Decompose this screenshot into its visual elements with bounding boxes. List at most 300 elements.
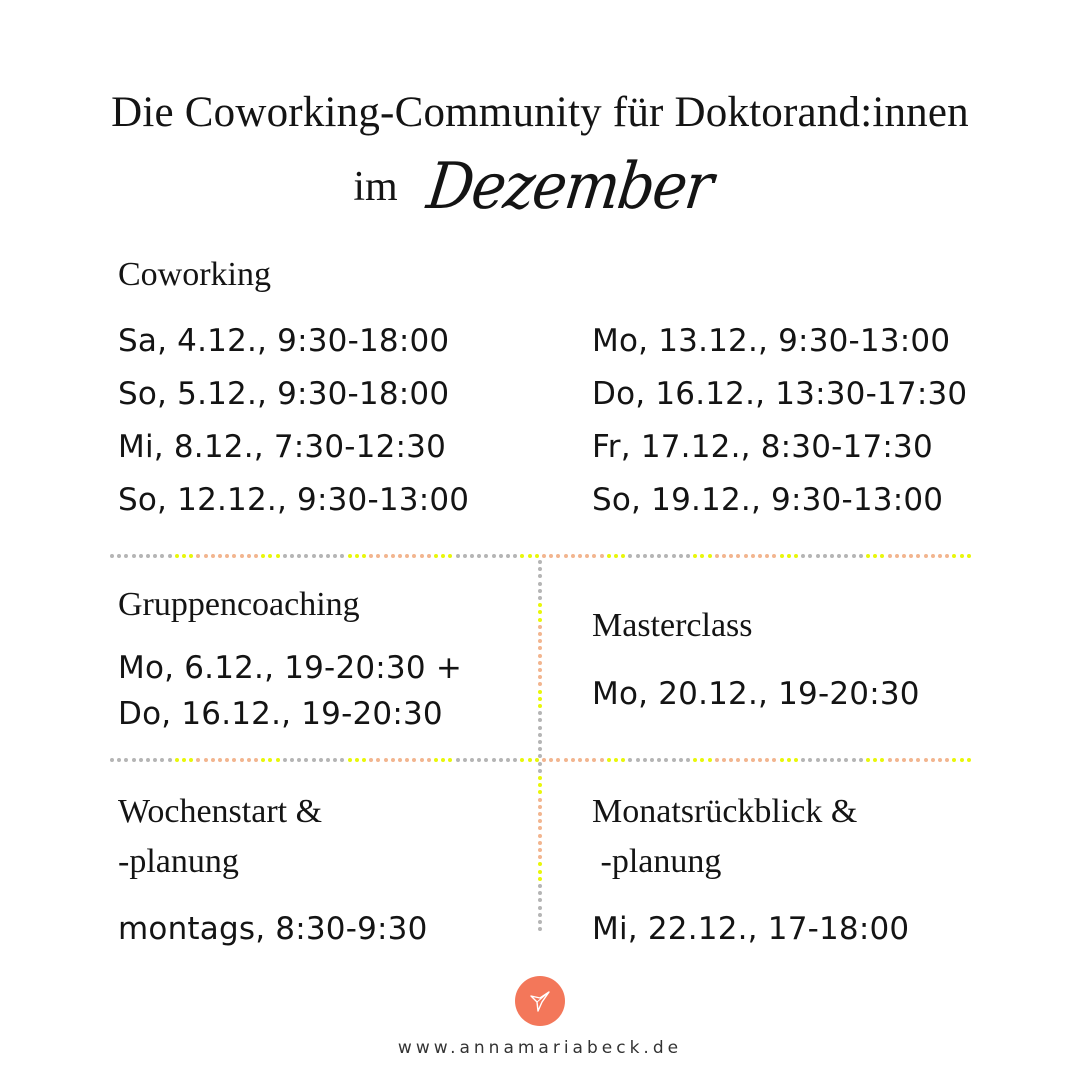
divider-dot [538,783,542,787]
divider-dot [564,554,568,558]
divider-dot [506,554,510,558]
divider-dot [441,758,445,762]
divider-dot [538,560,542,564]
coworking-entry: Mi, 8.12., 7:30-12:30 [118,429,446,465]
divider-dot [538,913,542,917]
divider-dot [520,554,524,558]
divider-dot [808,758,812,762]
divider-dot [643,554,647,558]
divider-dot [787,758,791,762]
divider-dot [427,554,431,558]
divider-dot [261,554,265,558]
divider-dot [225,758,229,762]
divider-dot [816,758,820,762]
bird-logo-glyph [525,986,555,1016]
divider-dot [729,554,733,558]
divider-dot [960,554,964,558]
divider-dot [225,554,229,558]
divider-dot [538,625,542,629]
divider-dot [715,758,719,762]
divider-dot [538,790,542,794]
divider-dot [434,758,438,762]
divider-dot [146,758,150,762]
divider-dot [538,675,542,679]
coworking-entry: Fr, 17.12., 8:30-17:30 [592,429,933,465]
divider-dot [362,554,366,558]
divider-dot [859,758,863,762]
divider-dot [967,554,971,558]
divider-dot [924,554,928,558]
divider-dot [902,758,906,762]
divider-dot [326,554,330,558]
divider-dot [456,758,460,762]
divider-dot [538,920,542,924]
divider-dot [369,758,373,762]
divider-dot [391,758,395,762]
divider-dot [535,554,539,558]
divider-dot [319,554,323,558]
divider-dot [916,554,920,558]
divider-dot [247,758,251,762]
divider-dot [276,554,280,558]
divider-dot [585,758,589,762]
divider-dot [538,596,542,600]
divider-dot [967,758,971,762]
divider-dot [830,554,834,558]
divider-dot [664,758,668,762]
divider-dot [538,834,542,838]
divider-dot [538,582,542,586]
divider-dot [538,769,542,773]
divider-dot [492,758,496,762]
masterclass-heading: Masterclass [592,607,753,644]
divider-dot [441,554,445,558]
divider-dot [952,758,956,762]
coworking-entry: So, 19.12., 9:30-13:00 [592,482,944,518]
divider-dot [538,819,542,823]
divider-dot [686,758,690,762]
divider-dot [247,554,251,558]
divider-dot [621,554,625,558]
divider-dot [844,758,848,762]
divider-dot [538,862,542,866]
divider-dot [549,758,553,762]
divider-dot [538,690,542,694]
divider-dot [722,554,726,558]
divider-dot [960,758,964,762]
divider-dot [333,554,337,558]
divider-dot [117,554,121,558]
divider-dot [585,554,589,558]
divider-dot [211,554,215,558]
divider-dot [780,554,784,558]
divider-dot [650,554,654,558]
divider-dot [952,554,956,558]
divider-dot [297,554,301,558]
divider-dot [621,758,625,762]
monatsrueckblick-heading: -planung [592,843,722,880]
divider-dot [708,758,712,762]
coworking-heading: Coworking [118,256,271,293]
divider-dot [751,758,755,762]
divider-dot [715,554,719,558]
divider-dot [369,554,373,558]
divider-dot [607,554,611,558]
divider-dot [744,554,748,558]
divider-dot [283,758,287,762]
divider-dot [189,554,193,558]
divider-dot [499,758,503,762]
masterclass-entry: Mo, 20.12., 19-20:30 [592,676,920,712]
divider-dot [538,891,542,895]
divider-dot [513,758,517,762]
divider-dot [477,554,481,558]
divider-dot [405,758,409,762]
divider-dot [578,758,582,762]
divider-dot [538,754,542,758]
divider-dot [600,554,604,558]
divider-dot [538,654,542,658]
divider-dot [556,758,560,762]
divider-dot [384,554,388,558]
divider-dot [772,554,776,558]
coworking-entry: So, 12.12., 9:30-13:00 [118,482,470,518]
divider-dot [538,567,542,571]
bird-logo-icon [515,976,565,1026]
divider-dot [744,758,748,762]
divider-dot [538,740,542,744]
divider-dot [376,554,380,558]
divider-dot [448,758,452,762]
divider-dot [160,758,164,762]
divider-dot [110,758,114,762]
divider-dot [538,841,542,845]
divider-dot [823,758,827,762]
divider-dot [427,758,431,762]
divider-dot [153,554,157,558]
divider-dot [801,554,805,558]
divider-dot [175,554,179,558]
divider-dot [708,554,712,558]
divider-dot [268,758,272,762]
divider-dot [124,554,128,558]
divider-dot [506,758,510,762]
divider-dot [592,758,596,762]
divider-dot [283,554,287,558]
divider-dot [520,758,524,762]
divider-dot [348,758,352,762]
divider-dot [538,574,542,578]
divider-dot [880,554,884,558]
divider-dot [538,762,542,766]
divider-dot [542,554,546,558]
divider-dot [204,554,208,558]
divider-dot [650,758,654,762]
divider-dot [772,758,776,762]
divider-dot [538,726,542,730]
divider-dot [902,554,906,558]
divider-dot [751,554,755,558]
divider-dot [600,758,604,762]
divider-dot [398,554,402,558]
divider-dot [916,758,920,762]
divider-dot [340,554,344,558]
divider-dot [592,554,596,558]
divider-dot [866,554,870,558]
divider-dot [672,758,676,762]
divider-dot [477,758,481,762]
divider-dot [312,554,316,558]
divider-dot [391,554,395,558]
divider-dot [794,758,798,762]
divider-dot [628,758,632,762]
divider-dot [355,758,359,762]
divider-dot [895,758,899,762]
divider-dot [528,758,532,762]
divider-dot [765,554,769,558]
divider-dot [538,610,542,614]
divider-dot [434,554,438,558]
divider-dot [146,554,150,558]
divider-dot [538,884,542,888]
divider-dot [412,554,416,558]
divider-dot [538,682,542,686]
divider-dot [556,554,560,558]
divider-dot [888,554,892,558]
divider-dot [132,554,136,558]
divider-dot [837,758,841,762]
divider-dot [693,554,697,558]
divider-dot [643,758,647,762]
divider-dot [636,758,640,762]
divider-dot [787,554,791,558]
divider-dot [538,661,542,665]
wochenstart-entry: montags, 8:30-9:30 [118,911,428,947]
divider-dot [189,758,193,762]
divider-dot [312,758,316,762]
divider-dot [398,758,402,762]
divider-dot [538,718,542,722]
divider-dot [700,758,704,762]
gruppencoaching-entry: Do, 16.12., 19-20:30 [118,696,443,732]
divider-dot [196,554,200,558]
divider-dot [765,758,769,762]
divider-dot [240,554,244,558]
divider-dot [859,554,863,558]
divider-dot [290,554,294,558]
divider-dot [132,758,136,762]
subtitle-prefix: im [353,164,398,210]
monatsrueckblick-heading: Monatsrückblick & [592,793,858,830]
divider-dot [657,758,661,762]
divider-dot [938,758,942,762]
divider-dot [232,758,236,762]
divider-dot [852,554,856,558]
divider-dot [463,554,467,558]
divider-dot [686,554,690,558]
divider-dot [182,758,186,762]
divider-dot [168,554,172,558]
divider-dot [700,554,704,558]
divider-dot [888,758,892,762]
divider-dot [124,758,128,762]
divider-dot [182,554,186,558]
divider-dot [614,554,618,558]
divider-dot [657,554,661,558]
divider-dot [513,554,517,558]
divider-dot [938,554,942,558]
divider-dot [484,554,488,558]
divider-dot [492,554,496,558]
divider-dot [538,805,542,809]
divider-dot [261,758,265,762]
coworking-entry: Sa, 4.12., 9:30-18:00 [118,323,450,359]
coworking-entry: So, 5.12., 9:30-18:00 [118,376,450,412]
divider-dot [564,758,568,762]
divider-dot [538,927,542,931]
wochenstart-heading: Wochenstart & [118,793,323,830]
website-url[interactable]: www.annamariabeck.de [397,1038,683,1058]
divider-dot [679,554,683,558]
divider-dot [499,554,503,558]
divider-dot [463,758,467,762]
divider-dot [880,758,884,762]
divider-dot [538,639,542,643]
gruppencoaching-entry: Mo, 6.12., 19-20:30 + [118,650,463,686]
divider-dot [945,554,949,558]
divider-dot [538,603,542,607]
coworking-entry: Mo, 13.12., 9:30-13:00 [592,323,951,359]
divider-dot [852,758,856,762]
divider-dot [211,758,215,762]
monatsrueckblick-entry: Mi, 22.12., 17-18:00 [592,911,910,947]
divider-dot [333,758,337,762]
divider-dot [254,554,258,558]
divider-dot [538,848,542,852]
divider-dot [538,589,542,593]
divider-dot [412,758,416,762]
divider-dot [139,554,143,558]
divider-dot [240,758,244,762]
divider-dot [110,554,114,558]
divider-dot [538,733,542,737]
divider-dot [931,758,935,762]
divider-dot [945,758,949,762]
divider-dot [340,758,344,762]
divider-dot [538,747,542,751]
divider-dot [844,554,848,558]
divider-dot [679,758,683,762]
divider-dot [614,758,618,762]
divider-dot [538,697,542,701]
divider-dot [538,618,542,622]
divider-dot [348,554,352,558]
divider-dot [538,877,542,881]
divider-dot [484,758,488,762]
divider-dot [538,898,542,902]
divider-dot [470,554,474,558]
divider-dot [672,554,676,558]
divider-dot [538,870,542,874]
divider-dot [376,758,380,762]
divider-dot [571,554,575,558]
divider-dot [664,554,668,558]
divider-dot [420,758,424,762]
divider-dot [204,758,208,762]
divider-dot [139,758,143,762]
divider-dot [628,554,632,558]
divider-dot [571,758,575,762]
divider-dot [722,758,726,762]
divider-dot [405,554,409,558]
divider-dot [636,554,640,558]
divider-dot [153,758,157,762]
divider-dot [538,776,542,780]
divider-dot [578,554,582,558]
divider-dot [160,554,164,558]
divider-dot [924,758,928,762]
divider-dot [736,758,740,762]
divider-dot [736,554,740,558]
coworking-entry: Do, 16.12., 13:30-17:30 [592,376,968,412]
divider-dot [538,711,542,715]
divider-dot [780,758,784,762]
divider-dot [830,758,834,762]
divider-dot [117,758,121,762]
divider-dot [823,554,827,558]
divider-dot [304,758,308,762]
divider-dot [873,758,877,762]
divider-dot [729,758,733,762]
divider-dot [304,554,308,558]
divider-dot [326,758,330,762]
divider-dot [355,554,359,558]
divider-dot [254,758,258,762]
divider-dot [538,855,542,859]
divider-dot [931,554,935,558]
divider-dot [538,704,542,708]
divider-dot [538,646,542,650]
divider-dot [384,758,388,762]
divider-dot [538,812,542,816]
divider-dot [276,758,280,762]
divider-dot [538,668,542,672]
divider-dot [837,554,841,558]
divider-dot [538,632,542,636]
divider-dot [538,798,542,802]
divider-dot [866,758,870,762]
divider-dot [448,554,452,558]
divider-dot [175,758,179,762]
divider-dot [297,758,301,762]
page-subtitle [0,150,1080,240]
divider-dot [693,758,697,762]
divider-dot [528,554,532,558]
page-title: Die Coworking-Community für Doktorand:innen [111,89,969,136]
divider-dot [873,554,877,558]
divider-dot [290,758,294,762]
divider-dot [758,758,762,762]
divider-dot [319,758,323,762]
divider-dot [607,758,611,762]
divider-dot [549,554,553,558]
divider-dot [456,554,460,558]
divider-dot [895,554,899,558]
divider-dot [816,554,820,558]
divider-dot [538,826,542,830]
divider-dot [218,758,222,762]
divider-dot [909,554,913,558]
